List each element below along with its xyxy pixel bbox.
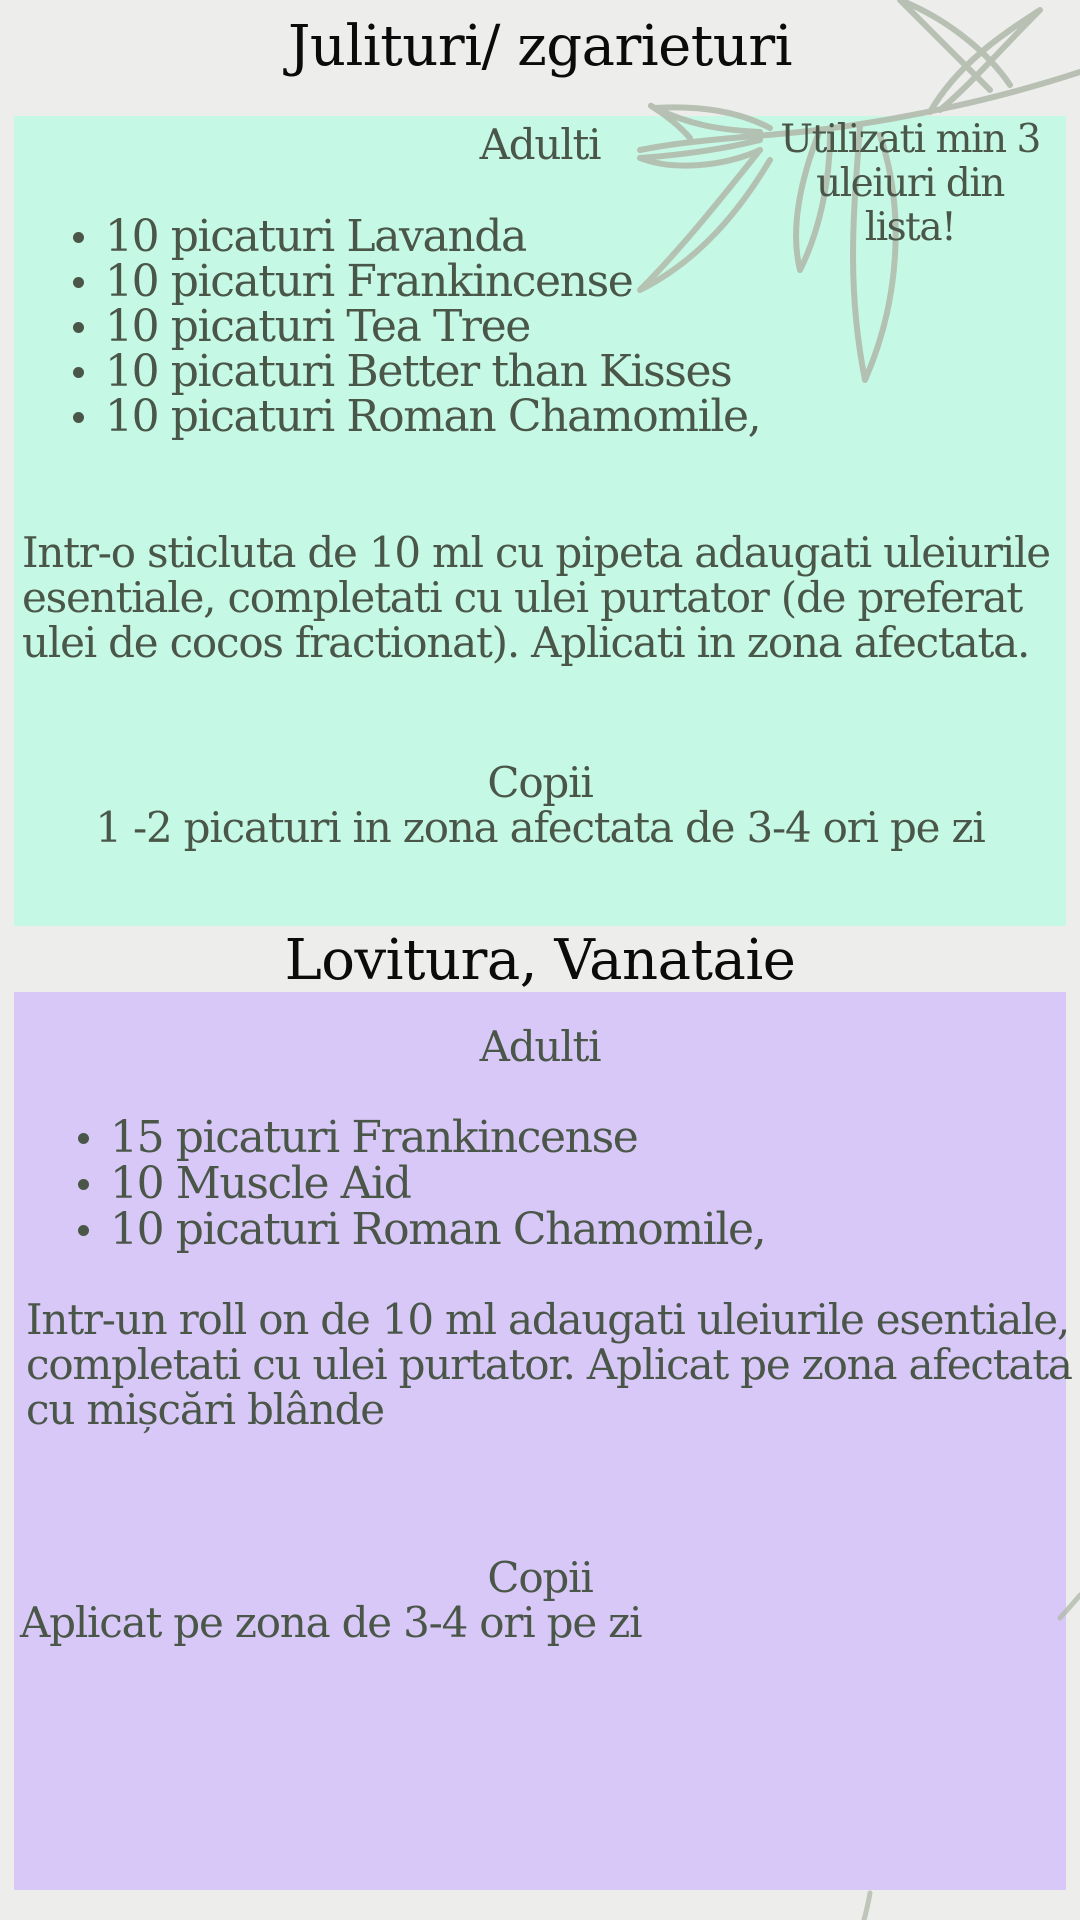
section2-title: Lovitura, Vanataie [284,928,796,993]
section1-title: Julituri/ zgarieturi [287,14,793,79]
section1-ingredient-list [73,211,761,442]
ingredient-item: 15 picaturi Frankincense [78,1115,765,1161]
section1-children [14,760,1066,850]
ingredient-item: 10 picaturi Frankincense [73,259,760,304]
section2-ingredient-list [78,1112,766,1255]
ingredient-item: 10 picaturi Roman Chamomile, [73,394,760,439]
ingredient-item: 10 Muscle Aid [78,1161,765,1207]
section1-children-text: 1 -2 picaturi in zona afectata de 3-4 ori pe zi [95,803,985,852]
ingredient-item: 10 picaturi Tea Tree [73,304,760,349]
section2-children-label: Copii [487,1553,593,1602]
section2-adults-label: Adulti [479,1022,601,1071]
section2-children-text: Aplicat pe zona de 3-4 ori pe zi [20,1598,642,1647]
ingredient-item: 10 picaturi Lavanda [73,214,760,259]
section1-note: Utilizati min 3 uleiuri din lista! [780,117,1040,250]
section2-instructions: Intr-un roll on de 10 ml adaugati uleiurile esentiale, completati cu ulei purtator. Aplicat pe zona afectata cu mișcări blânde [26,1295,1072,1434]
ingredient-item: 10 picaturi Better than Kisses [73,349,760,394]
ingredient-item: 10 picaturi Roman Chamomile, [78,1207,765,1253]
section1-instructions: Intr-o sticluta de 10 ml cu pipeta adaugati uleiurile esentiale, completati cu ulei purtator (de preferat ulei de cocos fractionat). Aplicati in zona afectata. [22,528,1050,667]
section1-adults-label: Adulti [479,120,601,169]
section1-children-label: Copii [487,758,593,807]
